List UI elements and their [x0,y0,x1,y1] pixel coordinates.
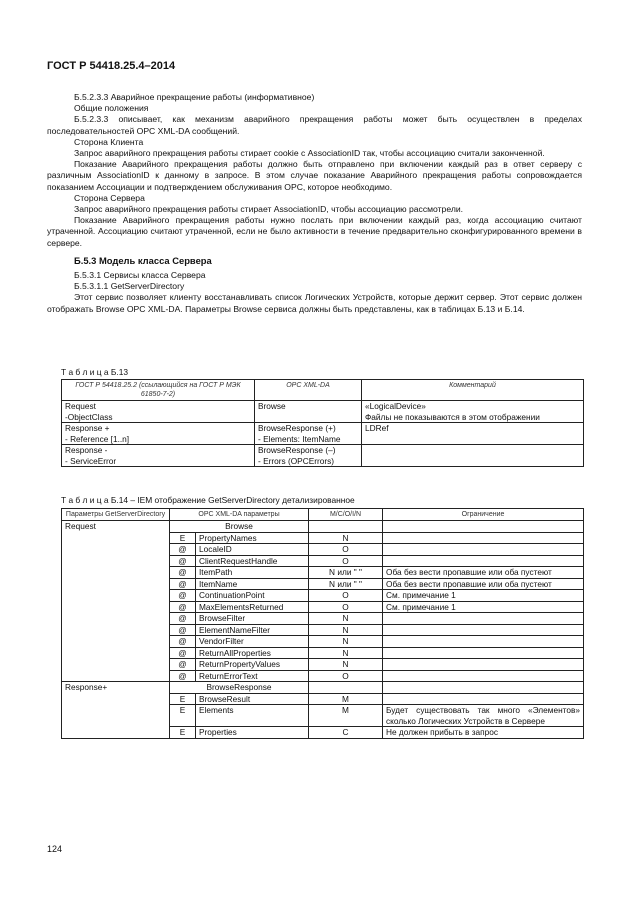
comment-cell [362,445,584,467]
limit-cell [383,532,584,544]
limit-cell: Оба без вести пропавшие или оба пустеют [383,578,584,590]
limit-cell [383,693,584,705]
table-row [62,521,584,533]
parameter-name-cell: PropertyNames [196,532,309,544]
mcoin-cell: M [309,705,383,727]
parameter-name-cell: MaxElementsReturned [196,601,309,613]
flag-cell: @ [170,567,196,579]
flag-cell: E [170,705,196,727]
parameter-name-cell: ItemName [196,578,309,590]
opc-parameter-cell [255,401,362,423]
subsection-title: Б.5.3.1.1 GetServerDirectory [74,281,185,292]
flag-cell: @ [170,659,196,671]
limit-cell: См. примечание 1 [383,601,584,613]
mcoin-cell [309,521,383,533]
mcoin-cell: N [309,659,383,671]
table-caption: Т а б л и ц а Б.14 – IEM отображение GetServerDirectory детализированное [61,495,355,505]
table-header-row [62,380,584,401]
cell-line: - Errors (OPCErrors) [258,455,335,466]
table-row [62,401,584,423]
paragraph: Запрос аварийного прекращения работы стирает AssociationID, чтобы ассоциацию рассмотрели. [74,204,464,215]
parameter-name-cell: ReturnAllProperties [196,647,309,659]
flag-cell: @ [170,624,196,636]
cell-line: - Reference [1..n] [65,433,130,444]
limit-cell [383,636,584,648]
mcoin-cell: C [309,727,383,739]
comment-cell [362,401,584,423]
mcoin-cell [309,682,383,694]
column-header: OPC XML-DA [255,380,362,401]
paragraph: Показание Аварийного прекращения работы должно быть отправлено при включении каждый раз в ответ серверу с различным AssociationID к данному в запросе. В этом случае показание Аварийного прекращения работы сопровождается показанием Ассоциации и подтверждением обслуживания OPC, которое необходимо. [47,159,582,192]
flag-cell: @ [170,670,196,682]
limit-cell [383,613,584,625]
subsection-title: Б.5.3.1 Сервисы класса Сервера [74,270,206,281]
column-header: OPC XML-DA параметры [170,509,309,521]
cell-line: «LogicalDevice» [365,401,426,411]
limit-cell: См. примечание 1 [383,590,584,602]
paragraph: Б.5.2.3.3 описывает, как механизм аварийного прекращения работы может быть осуществлен в пределах последовательностей OPC XML-DA сообщений. [47,114,582,136]
mcoin-cell: N или " " [309,578,383,590]
gost-parameter-cell [62,423,255,445]
mcoin-cell: O [309,601,383,613]
column-header: Ограничение [383,509,584,521]
cell-line: Request [65,401,96,411]
cell-line: - Elements: ItemName [258,433,341,444]
opc-element-cell: BrowseResponse [170,682,309,694]
column-header: Параметры GetServerDirectory [62,509,170,521]
flag-cell: E [170,532,196,544]
paragraph: Показание Аварийного прекращения работы нужно послать при включении каждый раз, когда ассоциацию считают утраченной. Ассоциацию считают утраченной, если не было активности в течение предварительно сконфигурированного времени в сервере. [47,215,582,248]
mcoin-cell: O [309,590,383,602]
flag-cell: @ [170,613,196,625]
mcoin-cell: N [309,613,383,625]
flag-cell: @ [170,647,196,659]
parameter-name-cell: LocaleID [196,544,309,556]
paragraph-heading: Сторона Клиента [74,136,144,147]
section-label-cell: Response+ [62,682,170,739]
flag-cell: @ [170,555,196,567]
table-header-row [62,509,584,521]
flag-cell: @ [170,578,196,590]
section-heading: Б.5.3 Модель класса Сервера [74,254,212,266]
cell-line: Файлы не показываются в этом отображении [365,411,540,422]
limit-cell [383,647,584,659]
table-row [62,682,584,694]
comment-cell [362,423,584,445]
parameter-name-cell: ContinuationPoint [196,590,309,602]
table-caption: Т а б л и ц а Б.13 [61,367,129,377]
table-b13 [61,379,584,467]
opc-parameter-cell [255,445,362,467]
parameter-name-cell: ClientRequestHandle [196,555,309,567]
cell-line: BrowseResponse (+) [258,423,336,433]
cell-line: Response - [65,445,108,455]
flag-cell: @ [170,544,196,556]
document-id: ГОСТ Р 54418.25.4–2014 [47,60,176,72]
cell-line: - ServiceError [65,455,117,466]
subsection-title: Б.5.2.3.3 Аварийное прекращение работы (информативное) [74,92,315,102]
mcoin-cell: N [309,636,383,648]
limit-cell [383,659,584,671]
limit-cell [383,670,584,682]
limit-cell [383,682,584,694]
table-row [62,423,584,445]
mcoin-cell: O [309,555,383,567]
parameter-name-cell: ElementNameFilter [196,624,309,636]
parameter-name-cell: ReturnPropertyValues [196,659,309,671]
flag-cell: E [170,693,196,705]
paragraph: Запрос аварийного прекращения работы стирает cookie с AssociationID так, чтобы ассоциацию считали законченной. [74,148,545,159]
limit-cell [383,544,584,556]
flag-cell: @ [170,636,196,648]
mcoin-cell: N [309,532,383,544]
body-text [47,92,582,315]
gost-parameter-cell [62,401,255,423]
parameter-name-cell: BrowseResult [196,693,309,705]
opc-element-cell: Browse [170,521,309,533]
parameter-name-cell: Properties [196,727,309,739]
column-header: ГОСТ Р 54418.25.2 (ссылающийся на ГОСТ Р МЭК 61850-7-2) [62,380,255,401]
mcoin-cell: O [309,544,383,556]
limit-cell: Не должен прибыть в запрос [383,727,584,739]
limit-cell [383,521,584,533]
cell-line: Response + [65,423,110,433]
limit-cell: Будет существовать так много «Элементов» сколько Логических Устройств в Сервере [383,705,584,727]
gost-parameter-cell [62,445,255,467]
page-number: 124 [47,844,63,854]
parameter-name-cell: Elements [196,705,309,727]
parameter-name-cell: BrowseFilter [196,613,309,625]
mcoin-cell: O [309,670,383,682]
mcoin-cell: N [309,624,383,636]
cell-line: LDRef [365,423,389,433]
paragraph-heading: Общие положения [74,103,149,114]
flag-cell: @ [170,590,196,602]
opc-parameter-cell [255,423,362,445]
cell-line: BrowseResponse (–) [258,445,336,455]
cell-line: -ObjectClass [65,411,113,422]
limit-cell [383,624,584,636]
column-header: Комментарий [362,380,584,401]
paragraph: Этот сервис позволяет клиенту восстанавливать список Логических Устройств, которые держит сервер. Этот сервис должен отображать Browse OPC XML-DA. Параметры Browse сервиса должны быть представлены, как в таблицах Б.13 и Б.14. [47,292,582,314]
limit-cell [383,555,584,567]
parameter-name-cell: ItemPath [196,567,309,579]
flag-cell: E [170,727,196,739]
mcoin-cell: N или " " [309,567,383,579]
column-header: M/C/O/I/N [309,509,383,521]
limit-cell: Оба без вести пропавшие или оба пустеют [383,567,584,579]
mcoin-cell: N [309,647,383,659]
flag-cell: @ [170,601,196,613]
table-b14 [61,508,584,739]
section-label-cell: Request [62,521,170,682]
mcoin-cell: M [309,693,383,705]
parameter-name-cell: ReturnErrorText [196,670,309,682]
paragraph-heading: Сторона Сервера [74,192,145,203]
parameter-name-cell: VendorFilter [196,636,309,648]
cell-line: Browse [258,401,286,411]
table-row [62,445,584,467]
